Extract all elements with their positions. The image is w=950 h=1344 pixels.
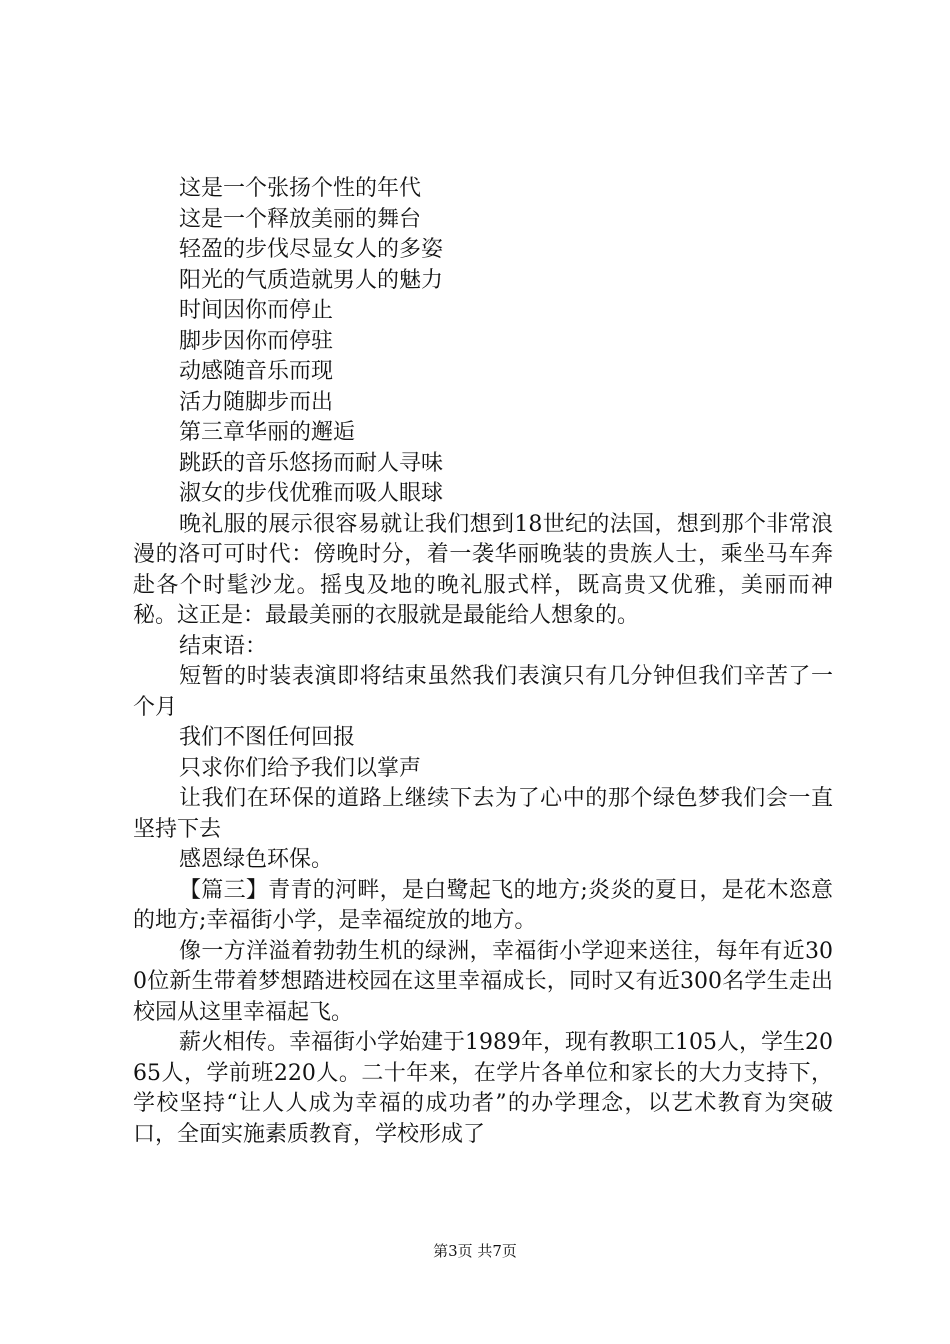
poem-line: 时间因你而停止 <box>179 298 334 323</box>
poem-line: 脚步因你而停驻 <box>179 328 334 354</box>
poem-line: 跳跃的音乐悠扬而耐人寻味 <box>179 450 444 476</box>
poem-line: 活力随脚步而出 <box>179 389 334 415</box>
poem-line: 动感随音乐而现 <box>179 359 334 384</box>
poem-line: 这是一个张扬个性的年代 <box>179 176 422 201</box>
poem-line: 淑女的步伐优雅而吸人眼球 <box>179 481 444 506</box>
page-footer: 第3页 共7页 <box>433 1242 517 1260</box>
line-grateful: 感恩绿色环保。 <box>179 847 334 872</box>
paragraph-green-dream: 让我们在环保的道路上继续下去为了心中的那个绿色梦我们会一直坚持下去 <box>133 786 833 842</box>
line-no-reward: 我们不图任何回报 <box>179 725 356 750</box>
line-applause: 只求你们给予我们以掌声 <box>179 755 422 781</box>
paragraph-oasis: 像一方洋溢着勃勃生机的绿洲，幸福街小学迎来送往，每年有近300位新生带着梦想踏进校园在这里幸福成长，同时又有近300名学生走出校园从这里幸福起飞。 <box>133 938 833 1025</box>
poem-line: 轻盈的步伐尽显女人的多姿 <box>179 237 444 262</box>
paragraph-chapter-three: 【篇三】青青的河畔，是白鹭起飞的地方;炎炎的夏日，是花木恣意的地方;幸福街小学，是幸福绽放的地方。 <box>133 877 833 933</box>
document-body <box>133 174 833 1150</box>
paragraph-history: 薪火相传。幸福街小学始建于1989年，现有教职工105人，学生2065人，学前班220人。二十年来，在学片各单位和家长的大力支持下，学校坚持“让人人成为幸福的成功者”的办学理念，以艺术教育为突破口，全面实施素质教育，学校形成了 <box>133 1030 833 1147</box>
paragraph-evening-dress: 晚礼服的展示很容易就让我们想到18世纪的法国，想到那个非常浪漫的洛可可时代：傍晚时分，着一袭华丽晚装的贵族人士，乘坐马车奔赴各个时髦沙龙。摇曳及地的晚礼服式样，既高贵又优雅，美丽而神秘。这正是：最最美丽的衣服就是最能给人想象的。 <box>133 511 833 628</box>
poem-line: 阳光的气质造就男人的魅力 <box>179 267 444 293</box>
chapter-heading: 第三章华丽的邂逅 <box>179 420 356 445</box>
paragraph-short-show: 短暂的时装表演即将结束虽然我们表演只有几分钟但我们辛苦了一个月 <box>133 664 833 720</box>
closing-label: 结束语： <box>179 633 268 659</box>
poem-line: 这是一个释放美丽的舞台 <box>179 206 422 232</box>
